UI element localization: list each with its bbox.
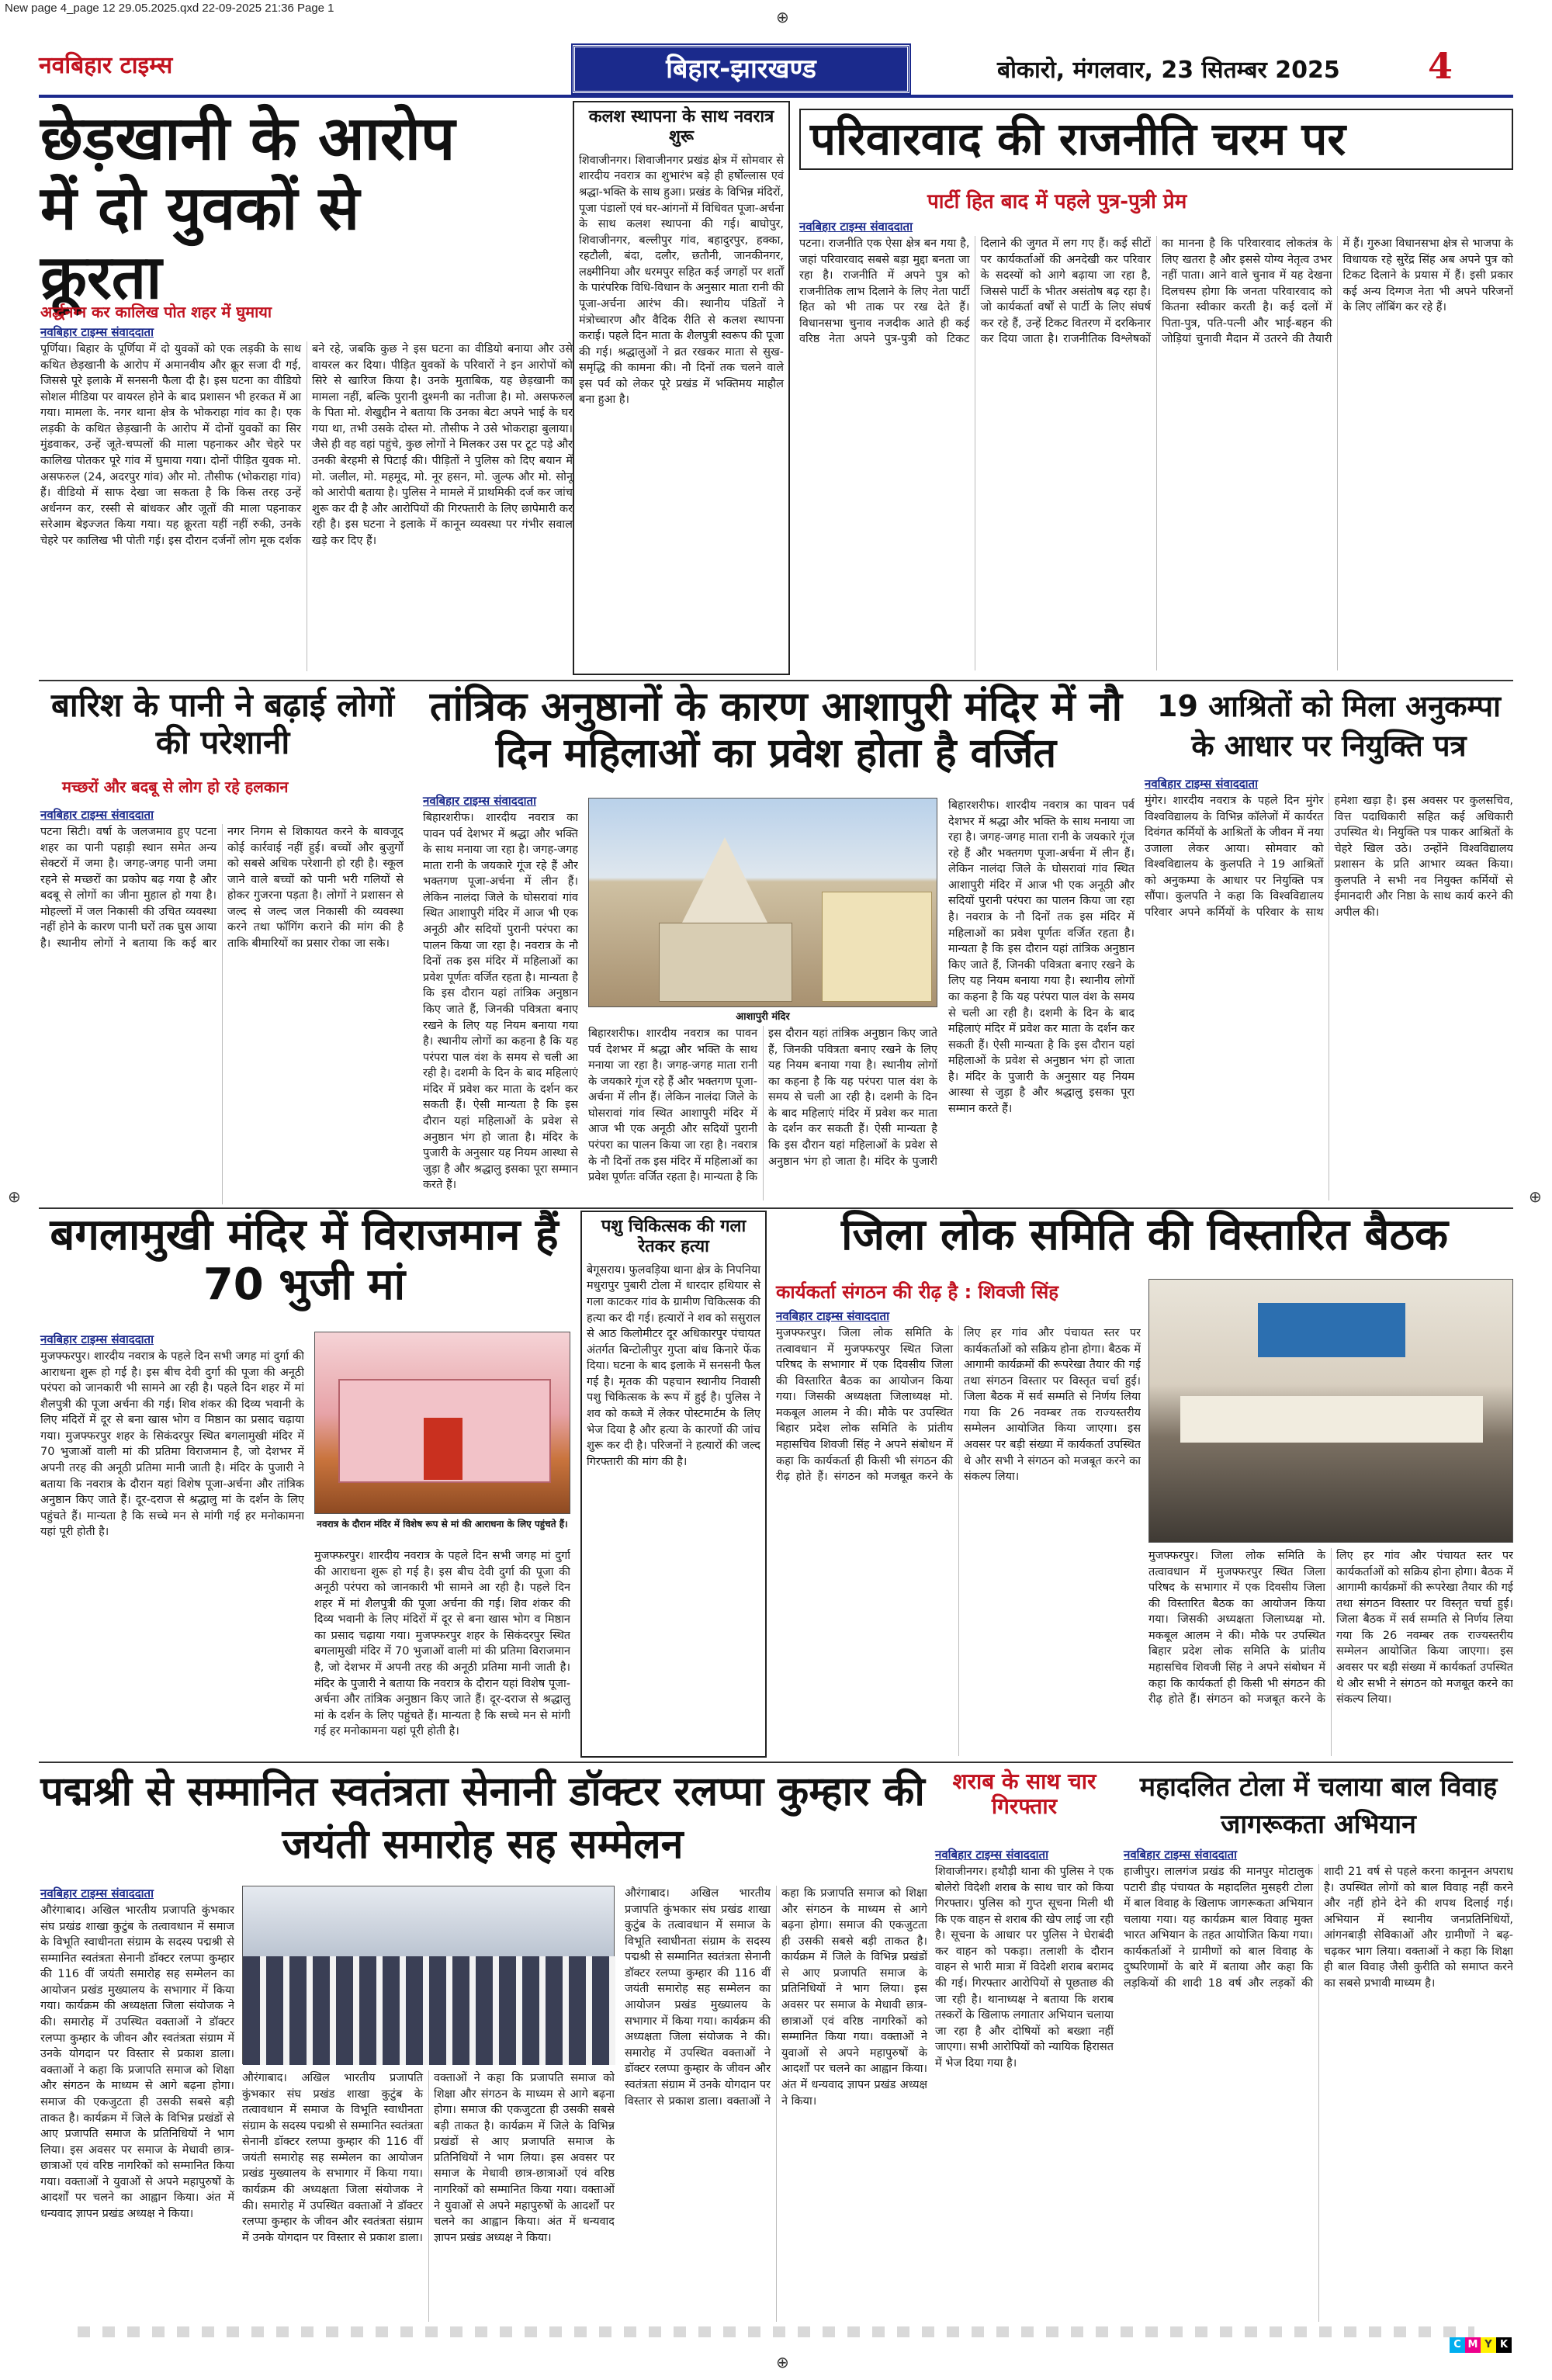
body-a9-col2: मुजफ्फरपुर। जिला लोक समिति के तत्वावधान में मुजफ्फरपुर स्थित जिला परिषद के सभागार में एक दिवसीय जिला की विस्तारित बैठक का आयोजन किया गया। जिसकी अध्यक्षता जिलाध्यक्ष मो. मकबूल आलम ने की। मौके पर उपस्थित बिहार प्रदेश लोक समिति के प्रांतीय महासचिव शिवजी सिंह ने अपने संबोधन में कहा कि कार्यकर्ता ही किसी भी संगठन की रीढ़ होते हैं। संगठन को मजबूत करने के लिए हर गांव और पंचायत स्तर पर कार्यकर्ताओं को सक्रिय होना होगा। बैठक में आगामी कार्यक्रमों की रूपरेखा तैयार की गई तथा संगठन विस्तार पर विस्तृत चर्चा हुई। जिला बैठक में सर्व सम्मति से निर्णय लिया गया कि 26 नवम्बर तक राज्यस्तरीय सम्मेलन आयोजित किया जाएगा। इस अवसर पर बड़ी संख्या में कार्यकर्ता उपस्थित थे और सभी ने संगठन को मजबूत करने का संकल्प लिया।	[1148, 1550, 1513, 1706]
body-a6: मुंगेर। शारदीय नवरात्र के पहले दिन मुंगेर विश्वविद्यालय के विभिन्न कॉलेजों में कार्यरत दिवंगत कर्मियों के आश्रितों के जीवन में नया उजाला लेकर आया। सोमवार को विश्वविद्यालय के कुलपति ने 19 आश्रितों को अनुकम्पा के आधार पर नियुक्ति पत्र सौंपा। कुलपति ने कहा कि विश्वविद्यालय परिवार अपने कर्मियों के परिवार के साथ हमेशा खड़ा है। इस अवसर पर कुलसचिव, वित्त पदाधिकारी सहित कई अधिकारी उपस्थित थे। नियुक्ति पत्र पाकर आश्रितों के चेहरे खिल उठे। उन्होंने विश्वविद्यालय प्रशासन के प्रति आभार व्यक्त किया। कुलपति ने सभी नव नियुक्त कर्मियों से ईमानदारी और निष्ठा के साथ कार्य करने की अपील की।	[1145, 795, 1513, 920]
byline-a7: नवबिहार टाइम्स संवाददाता	[40, 1332, 154, 1346]
headline-a3: परिवारवाद की राजनीति चरम पर	[799, 109, 1513, 170]
byline-a11: नवबिहार टाइम्स संवाददाता	[935, 1848, 1048, 1862]
subhead-a9: कार्यकर्ता संगठन की रीढ़ है : शिवजी सिंह	[776, 1281, 1059, 1303]
photo-jayanti-samaroh	[242, 1886, 615, 2064]
byline-a10: नवबिहार टाइम्स संवाददाता	[40, 1886, 154, 1900]
body-a5-col1: बिहारशरीफ। शारदीय नवरात्र का पावन पर्व देशभर में श्रद्धा और भक्ति के साथ मनाया जा रहा है। जगह-जगह माता रानी के जयकारे गूंज रहे हैं और भक्तगण पूजा-अर्चना में लीन हैं। लेकिन नालंदा जिले के घोसरावां गांव स्थित आशापुरी मंदिर में आज भी एक अनूठी और सदियों पुरानी परंपरा का पालन किया जा रहा है। नवरात्र के नौ दिनों तक इस मंदिर में महिलाओं का प्रवेश पूर्णतः वर्जित रहता है। मान्यता है कि इस दौरान यहां तांत्रिक अनुष्ठान किए जाते हैं, जिनकी पवित्रता बनाए रखने के लिए यह नियम बनाया गया है। स्थानीय लोगों का कहना है कि यह परंपरा पाल वंश के समय से चली आ रही है। दशमी के दिन के बाद महिलाएं मंदिर में प्रवेश कर माता के दर्शन कर सकती हैं। ऐसी मान्यता है कि इस दौरान यहां महिलाओं के प्रवेश से अनुष्ठान भंग हो जाता है। मंदिर के पुजारी के अनुसार यह नियम आस्था से जुड़ा है और श्रद्धालु इसका पूरा सम्मान करते हैं।	[423, 812, 578, 1192]
deity-shape	[424, 1418, 462, 1480]
temple-spire-shape	[682, 837, 767, 923]
body-a7-col2: मुजफ्फरपुर। शारदीय नवरात्र के पहले दिन सभी जगह मां दुर्गा की आराधना शुरू हो गई है। इस बीच देवी दुर्गा की पूजा की अनूठी परंपरा को जानकारी भी सामने आ रही है। पहले दिन शहर में मां शैलपुत्री की पूजा अर्चना की गई। शिव शंकर की दिव्य भवानी के लिए मंदिरों में दूर से बना खास भोग व मिष्ठान का प्रसाद चढ़ाया गया। मुजफ्फरपुर शहर के सिकंदरपुर स्थित बगलामुखी मंदिर में 70 भुजाओं वाली मां की प्रतिमा विराजमान है, जो देशभर में अपनी तरह की अनूठी प्रतिमा मानी जाती है। मंदिर के पुजारी ने बताया कि नवरात्र के दौरान यहां विशेष पूजा-अर्चना और तांत्रिक अनुष्ठान किए जाते हैं। दूर-दराज से श्रद्धालु मां के दर्शन के लिए पहुंचते हैं। मान्यता है कि सच्चे मन से मांगी गई हर मनोकामना यहां पूरी होती है।	[314, 1550, 570, 1738]
photo-baglamukhi-temple	[314, 1332, 570, 1514]
print-slug: New page 4_page 12 29.05.2025.qxd 22-09-2025 21:36 Page 1	[5, 2, 334, 15]
body-a10-col2: औरंगाबाद। अखिल भारतीय प्रजापति कुंभकार संघ प्रखंड शाखा कुटुंब के तत्वावधान में समाज के विभूति स्वाधीनता संग्राम के सदस्य पद्मश्री से सम्मानित स्वतंत्रता सेनानी डॉक्टर रलप्पा कुम्हार की 116 वीं जयंती समारोह सह सम्मेलन का आयोजन प्रखंड मुख्यालय के सभागार में किया गया। कार्यक्रम की अध्यक्षता जिला संयोजक ने की। समारोह में उपस्थित वक्ताओं ने डॉक्टर रलप्पा कुम्हार के जीवन और स्वतंत्रता संग्राम में उनके योगदान पर विस्तार से प्रकाश डाला। वक्ताओं ने कहा कि प्रजापति समाज को शिक्षा और संगठन के माध्यम से आगे बढ़ना होगा। समाज की एकजुटता ही उसकी सबसे बड़ी ताकत है। कार्यक्रम में जिले के विभिन्न प्रखंडों से आए प्रजापति समाज के प्रतिनिधियों ने भाग लिया। इस अवसर पर समाज के मेधावी छात्र-छात्राओं एवं वरिष्ठ नागरिकों को सम्मानित किया गया। वक्ताओं ने युवाओं से अपने महापुरुषों के आदर्शों पर चलने का आह्वान किया। अंत में धन्यवाद ज्ञापन प्रखंड अध्यक्ष ने किया।	[242, 2072, 615, 2244]
audience-shape	[243, 1956, 615, 2065]
photo-caption-a5: आशापुरी मंदिर	[588, 1009, 937, 1023]
byline-a6: नवबिहार टाइम्स संवाददाता	[1145, 777, 1258, 791]
swatch-yellow: Y	[1481, 2337, 1496, 2353]
body-a3: पटना। राजनीति एक ऐसा क्षेत्र बन गया है, जहां परिवारवाद सबसे बड़ा मुद्दा बनता जा रहा है। राजनीति में अपने पुत्र को राजनीतिक लाभ दिलाने के लिए नेता पार्टी हित को भी ताक पर रख देते हैं। विधानसभा चुनाव नजदीक आते ही कई वरिष्ठ नेता अपने पुत्र-पुत्री को टिकट दिलाने की जुगत में लग गए हैं। कई सीटों पर कार्यकर्ताओं की अनदेखी कर परिवार के सदस्यों को आगे बढ़ाया जा रहा है, जिससे पार्टी के भीतर असंतोष बढ़ रहा है। जो कार्यकर्ता वर्षों से पार्टी के लिए संघर्ष कर रहे हैं, उन्हें टिकट वितरण में दरकिनार कर दिया जाता है। राजनीतिक विश्लेषकों का मानना है कि परिवारवाद लोकतंत्र के लिए खतरा है और इससे योग्य नेतृत्व उभर नहीं पाता। आने वाले चुनाव में यह देखना दिलचस्प होगा कि जनता परिवारवाद को कितना स्वीकार करती है। कई दलों में पिता-पुत्र, पति-पत्नी और भाई-बहन की जोड़ियां चुनावी मैदान में उतरने की तैयारी में हैं। गुरुआ विधानसभा क्षेत्र से भाजपा के विधायक रहे सुरेंद्र सिंह अब अपने पुत्र को टिकट दिलाने के प्रयास में हैं। इसी प्रकार कई अन्य दिग्गज नेता भी अपने परिजनों के लिए लॉबिंग कर रहे हैं।	[799, 237, 1513, 346]
registration-mark-icon: ⊕	[1529, 1187, 1542, 1206]
headline-a8: पशु चिकित्सक की गला रेतकर हत्या	[601, 1217, 747, 1257]
dateline: बोकारो, मंगलवार, 23 सितम्बर 2025	[997, 57, 1340, 84]
registration-mark-icon: ⊕	[8, 1187, 21, 1206]
banner-shape	[1258, 1303, 1405, 1357]
headline-a12: महादलित टोला में चलाया बाल विवाह जागरूकता अभियान	[1139, 1772, 1498, 1840]
swatch-black: K	[1496, 2337, 1512, 2353]
headline-a5: तांत्रिक अनुष्ठानों के कारण आशापुरी मंदिर में नौ दिन महिलाओं का प्रवेश होता है वर्जित	[429, 684, 1123, 777]
divider	[39, 1207, 1513, 1209]
swatch-cyan: C	[1450, 2337, 1465, 2353]
table-shape	[1180, 1396, 1483, 1443]
headline-a7: बगलामुखी मंदिर में विराजमान हैं 70 भुजी मां	[50, 1210, 559, 1311]
body-a10-col1: औरंगाबाद। अखिल भारतीय प्रजापति कुंभकार संघ प्रखंड शाखा कुटुंब के तत्वावधान में समाज के विभूति स्वाधीनता संग्राम के सदस्य पद्मश्री से सम्मानित स्वतंत्रता सेनानी डॉक्टर रलप्पा कुम्हार की 116 वीं जयंती समारोह सह सम्मेलन का आयोजन प्रखंड मुख्यालय के सभागार में किया गया। कार्यक्रम की अध्यक्षता जिला संयोजक ने की। समारोह में उपस्थित वक्ताओं ने डॉक्टर रलप्पा कुम्हार के जीवन और स्वतंत्रता संग्राम में उनके योगदान पर विस्तार से प्रकाश डाला। वक्ताओं ने कहा कि प्रजापति समाज को शिक्षा और संगठन के माध्यम से आगे बढ़ना होगा। समाज की एकजुटता ही उसकी सबसे बड़ी ताकत है। कार्यक्रम में जिले के विभिन्न प्रखंडों से आए प्रजापति समाज के प्रतिनिधियों ने भाग लिया। इस अवसर पर समाज के मेधावी छात्र-छात्राओं एवं वरिष्ठ नागरिकों को सम्मानित किया गया। वक्ताओं ने युवाओं से अपने महापुरुषों के आदर्शों पर चलने का आह्वान किया। अंत में धन्यवाद ज्ञापन प्रखंड अध्यक्ष ने किया।	[40, 1904, 234, 2220]
byline-a9: नवबिहार टाइम्स संवाददाता	[776, 1309, 889, 1323]
byline-a3: नवबिहार टाइम्स संवाददाता	[799, 220, 913, 234]
body-a1: पूर्णिया। बिहार के पूर्णिया में दो युवकों को एक लड़की के साथ कथित छेड़खानी के आरोप में अमानवीय और क्रूर सजा दी गई, जिससे पूरे इलाके में सनसनी फैला दी है। इस घटना का वीडियो सोशल मीडिया पर वायरल होने के बाद प्रशासन भी हरकत में आ गया। मामला के. नगर थाना क्षेत्र के भोकराहा गांव का है। एक लड़की के कथित छेड़खानी के आरोप में दोनों युवकों का सिर मुंडवाकर, उन्हें जूते-चप्पलों की माला पहनाकर और चेहरे पर कालिख पोतकर पूरे गांव में घुमाया गया। दोनों पीड़ित युवक मो. असफरुल (24, अदरपुर गांव) और मो. तौसीफ (भोकराहा गांव) हैं। वीडियो में साफ देखा जा सकता है कि किस तरह उन्हें अर्धनग्न कर, रस्सी से बांधकर और जूतों की माला पहनाकर सरेआम बेइज्जत किया गया। यह क्रूरता यहीं नहीं रुकी, उनके चेहरे पर कालिख भी पोती गई। इस दौरान दर्जनों लोग मूक दर्शक बने रहे, जबकि कुछ ने इस घटना का वीडियो बनाया और उसे वायरल कर दिया। पीड़ित युवकों के परिवारों ने इन आरोपों को सिरे से खारिज किया है। उनके मुताबिक, यह छेड़खानी का मामला नहीं, बल्कि पुरानी दुश्मनी का नतीजा है। मो. असफरुल के पिता मो. शेखुद्दीन ने बताया कि उनका बेटा अपने भाई के घर गया था, तभी उसके दोस्त मो. तौसीफ ने उसे भोकराहा बुलाया। जैसे ही वह वहां पहुंचे, कुछ लोगों ने मिलकर उस पर टूट पड़े और उनकी बेरहमी से पिटाई की। पीड़ितों ने पुलिस को दिए बयान में मो. जलील, मो. महमूद, मो. नूर हसन, मो. जुल्फ और मो. सोनू को आरोपी बताया है। पुलिस ने मामले में प्राथमिकी दर्ज कर जांच शुरू कर दी है और आरोपियों की गिरफ्तारी के लिए छापेमारी कर रही है। इस घटना ने इलाके में कानून व्यवस्था पर गंभीर सवाल खड़े कर दिए हैं।	[40, 343, 573, 547]
masthead-rule	[39, 95, 1513, 98]
swatch-magenta: M	[1465, 2337, 1481, 2353]
headline-a1: छेड़खानी के आरोप में दो युवकों से क्रूरता	[40, 104, 456, 314]
cmyk-swatches	[1450, 2336, 1512, 2353]
article-box-a2	[573, 101, 790, 675]
headline-a2: कलश स्थापना के साथ नवरात्र शुरू	[588, 107, 774, 147]
body-a10-col3: औरंगाबाद। अखिल भारतीय प्रजापति कुंभकार संघ प्रखंड शाखा कुटुंब के तत्वावधान में समाज के विभूति स्वाधीनता संग्राम के सदस्य पद्मश्री से सम्मानित स्वतंत्रता सेनानी डॉक्टर रलप्पा कुम्हार की 116 वीं जयंती समारोह सह सम्मेलन का आयोजन प्रखंड मुख्यालय के सभागार में किया गया। कार्यक्रम की अध्यक्षता जिला संयोजक ने की। समारोह में उपस्थित वक्ताओं ने डॉक्टर रलप्पा कुम्हार के जीवन और स्वतंत्रता संग्राम में उनके योगदान पर विस्तार से प्रकाश डाला। वक्ताओं ने कहा कि प्रजापति समाज को शिक्षा और संगठन के माध्यम से आगे बढ़ना होगा। समाज की एकजुटता ही उसकी सबसे बड़ी ताकत है। कार्यक्रम में जिले के विभिन्न प्रखंडों से आए प्रजापति समाज के प्रतिनिधियों ने भाग लिया। इस अवसर पर समाज के मेधावी छात्र-छात्राओं एवं वरिष्ठ नागरिकों को सम्मानित किया गया। वक्ताओं ने युवाओं से अपने महापुरुषों के आदर्शों पर चलने का आह्वान किया। अंत में धन्यवाद ज्ञापन प्रखंड अध्यक्ष ने किया।	[625, 1887, 927, 2108]
byline-a4: नवबिहार टाइम्स संवाददाता	[40, 808, 154, 822]
building-shape	[822, 892, 932, 1002]
headline-a10: पद्मश्री से सम्मानित स्वतंत्रता सेनानी डॉक्टर रलप्पा कुम्हार की जयंती समारोह सह सम्मेलन	[40, 1769, 925, 1868]
body-a7-col1: मुजफ्फरपुर। शारदीय नवरात्र के पहले दिन सभी जगह मां दुर्गा की आराधना शुरू हो गई है। इस बीच देवी दुर्गा की पूजा की अनूठी परंपरा को जानकारी भी सामने आ रही है। पहले दिन शहर में मां शैलपुत्री की पूजा अर्चना की गई। शिव शंकर की दिव्य भवानी के लिए मंदिरों में दूर से बना खास भोग व मिष्ठान का प्रसाद चढ़ाया गया। मुजफ्फरपुर शहर के सिकंदरपुर स्थित बगलामुखी मंदिर में 70 भुजाओं वाली मां की प्रतिमा विराजमान है, जो देशभर में अपनी तरह की अनूठी प्रतिमा मानी जाती है। मंदिर के पुजारी ने बताया कि नवरात्र के दौरान यहां विशेष पूजा-अर्चना और तांत्रिक अनुष्ठान किए जाते हैं। दूर-दराज से श्रद्धालु मां के दर्शन के लिए पहुंचते हैं। मान्यता है कि सच्चे मन से मांगी गई हर मनोकामना यहां पूरी होती है।	[40, 1350, 304, 1539]
body-a8: बेगूसराय। फुलवड़िया थाना क्षेत्र के निपनिया मधुरापुर पुबारी टोला में धारदार हथियार से गला काटकर गांव के ग्रामीण चिकित्सक की हत्या कर दी गई। हत्यारों ने शव को ससुराल से आठ किलोमीटर दूर अधिकारपुर पंचायत अंतर्गत बिन्टोलीपुर गुप्ता बांध किनारे फेंक दिया। घटना के बाद इलाके में सनसनी फैल गई है। मृतक की पहचान स्थानीय निवासी पशु चिकित्सक के रूप में हुई है। पुलिस ने शव को कब्जे में लेकर पोस्टमार्टम के लिए भेज दिया है और हत्या के कारणों की जांच शुरू कर दी है। परिजनों ने हत्यारों की जल्द गिरफ्तारी की मांग की है।	[587, 1263, 760, 1468]
body-a2: शिवाजीनगर। शिवाजीनगर प्रखंड क्षेत्र में सोमवार से शारदीय नवरात्र का शुभारंभ बड़े ही हर्षोल्लास एवं श्रद्धा-भक्ति के साथ हुआ। प्रखंड के विभिन्न मंदिरों, पूजा पंडालों एवं घर-आंगनों में विधिवत पूजा-अर्चना के साथ कलश स्थापना की गई। बाघोपुर, शिवाजीनगर, बल्लीपुर गांव, बहादुरपुर, हक्का, रहटौली, बंदा, दलौर, छतौनी, जानकीनगर, लक्ष्मीनिया और धरमपुर सहित कई जगहों पर शर्तों के पारंपरिक विधि-विधान के अनुसार माता रानी की पूजा-अर्चना आरंभ की। स्थानीय पंडितों ने मंत्रोच्चारण और वैदिक रीति से कलश स्थापना कराई। पहले दिन माता के शैलपुत्री स्वरूप की पूजा की गई। श्रद्धालुओं ने व्रत रखकर माता से सुख-समृद्धि की कामना की। नौ दिनों तक चलने वाले इस पर्व को लेकर पूरे प्रखंड में भक्तिमय माहौल बना हुआ है।	[579, 154, 784, 407]
registration-mark-icon: ⊕	[776, 8, 789, 26]
photo-ashapuri-temple	[588, 798, 937, 1007]
page-number: 4	[1428, 45, 1453, 87]
divider	[39, 1762, 1513, 1763]
byline-a5: नवबिहार टाइम्स संवाददाता	[423, 794, 536, 808]
byline-a1: नवबिहार टाइम्स संवाददाता	[40, 325, 154, 339]
photo-committee-meeting	[1148, 1279, 1513, 1543]
paper-name: नवबिहार टाइम्स	[39, 52, 173, 79]
body-a11: शिवाजीनगर। हथौड़ी थाना की पुलिस ने एक बोलेरो विदेशी शराब के साथ चार को किया गिरफ्तार। पुलिस को गुप्त सूचना मिली थी कि एक वाहन से शराब की खेप लाई जा रही है। सूचना के आधार पर पुलिस ने घेराबंदी कर वाहन को पकड़ा। तलाशी के दौरान वाहन से भारी मात्रा में विदेशी शराब बरामद की गई। गिरफ्तार आरोपियों से पूछताछ की जा रही है। थानाध्यक्ष ने बताया कि शराब तस्करों के खिलाफ लगातार अभियान चलाया जा रहा है और दोषियों को बख्शा नहीं जाएगा। सभी आरोपियों को न्यायिक हिरासत में भेज दिया गया है।	[935, 1866, 1114, 2070]
body-a4: पटना सिटी। वर्षा के जलजमाव हुए पटना शहर का पानी पहाड़ी स्थान समेत अन्य सेक्टरों में जमा है। जगह-जगह पानी जमा रहने से मच्छरों का प्रकोप बढ़ गया है और बदबू से लोगों का जीना मुहाल हो गया है। मोहल्लों में जल निकासी की उचित व्यवस्था नहीं होने के कारण पानी घरों तक घुस आया है। स्थानीय लोगों ने बताया कि कई बार नगर निगम से शिकायत करने के बावजूद कोई कार्रवाई नहीं हुई। बच्चों और बुजुर्गों को सबसे अधिक परेशानी हो रही है। स्कूल जाने वाले बच्चों को पानी भरी गलियों से होकर गुजरना पड़ता है। लोगों ने प्रशासन से जल्द से जल्द जल निकासी की व्यवस्था करने तथा फॉगिंग कराने की मांग की है ताकि बीमारियों का प्रसार रोका जा सके।	[40, 826, 404, 951]
temple-body-shape	[659, 923, 792, 1002]
divider	[39, 680, 1513, 681]
headline-a6: 19 आश्रितों को मिला अनुकम्पा के आधार पर नियुक्ति पत्र	[1157, 689, 1501, 764]
subhead-a3: पार्टी हित बाद में पहले पुत्र-पुत्री प्रेम	[927, 190, 1187, 213]
body-a5-col2: बिहारशरीफ। शारदीय नवरात्र का पावन पर्व देशभर में श्रद्धा और भक्ति के साथ मनाया जा रहा है। जगह-जगह माता रानी के जयकारे गूंज रहे हैं और भक्तगण पूजा-अर्चना में लीन हैं। लेकिन नालंदा जिले के घोसरावां गांव स्थित आशापुरी मंदिर में आज भी एक अनूठी और सदियों पुरानी परंपरा का पालन किया जा रहा है। नवरात्र के नौ दिनों तक इस मंदिर में महिलाओं का प्रवेश पूर्णतः वर्जित रहता है। मान्यता है कि इस दौरान यहां तांत्रिक अनुष्ठान किए जाते हैं, जिनकी पवित्रता बनाए रखने के लिए यह नियम बनाया गया है। स्थानीय लोगों का कहना है कि यह परंपरा पाल वंश के समय से चली आ रही है। दशमी के दिन के बाद महिलाएं मंदिर में प्रवेश कर माता के दर्शन कर सकती हैं। ऐसी मान्यता है कि इस दौरान यहां महिलाओं के प्रवेश से अनुष्ठान भंग हो जाता है। मंदिर के पुजारी	[588, 1027, 937, 1184]
headline-a11: शराब के साथ चार गिरफ्तार	[952, 1769, 1096, 1820]
body-a9: मुजफ्फरपुर। जिला लोक समिति के तत्वावधान में मुजफ्फरपुर स्थित जिला परिषद के सभागार में एक दिवसीय जिला की विस्तारित बैठक का आयोजन किया गया। जिसकी अध्यक्षता जिलाध्यक्ष मो. मकबूल आलम ने की। मौके पर उपस्थित बिहार प्रदेश लोक समिति के प्रांतीय महासचिव शिवजी सिंह ने अपने संबोधन में कहा कि कार्यकर्ता ही किसी भी संगठन की रीढ़ होते हैं। संगठन को मजबूत करने के लिए हर गांव और पंचायत स्तर पर कार्यकर्ताओं को सक्रिय होना होगा। बैठक में आगामी कार्यक्रमों की रूपरेखा तैयार की गई तथा संगठन विस्तार पर विस्तृत चर्चा हुई। जिला बैठक में सर्व सम्मति से निर्णय लिया गया कि 26 नवम्बर तक राज्यस्तरीय सम्मेलन आयोजित किया जाएगा। इस अवसर पर बड़ी संख्या में कार्यकर्ता उपस्थित थे और सभी ने संगठन को मजबूत करने का संकल्प लिया।	[776, 1327, 1141, 1484]
headline-a4: बारिश के पानी ने बढ़ाई लोगों की परेशानी	[50, 686, 395, 762]
registration-mark-icon: ⊕	[776, 2353, 789, 2371]
subhead-a4: मच्छरों और बदबू से लोग हो रहे हलकान	[62, 778, 289, 796]
byline-a12: नवबिहार टाइम्स संवाददाता	[1124, 1848, 1237, 1862]
photo-caption-a7: नवरात्र के दौरान मंदिर में विशेष रूप से मां की आराधना के लिए पहुंचते हैं।	[314, 1517, 570, 1530]
body-a5-col3: बिहारशरीफ। शारदीय नवरात्र का पावन पर्व देशभर में श्रद्धा और भक्ति के साथ मनाया जा रहा है। जगह-जगह माता रानी के जयकारे गूंज रहे हैं और भक्तगण पूजा-अर्चना में लीन हैं। लेकिन नालंदा जिले के घोसरावां गांव स्थित आशापुरी मंदिर में आज भी एक अनूठी और सदियों पुरानी परंपरा का पालन किया जा रहा है। नवरात्र के नौ दिनों तक इस मंदिर में महिलाओं का प्रवेश पूर्णतः वर्जित रहता है। मान्यता है कि इस दौरान यहां तांत्रिक अनुष्ठान किए जाते हैं, जिनकी पवित्रता बनाए रखने के लिए यह नियम बनाया गया है। स्थानीय लोगों का कहना है कि यह परंपरा पाल वंश के समय से चली आ रही है। दशमी के दिन के बाद महिलाएं मंदिर में प्रवेश कर माता के दर्शन कर सकती हैं। ऐसी मान्यता है कि इस दौरान यहां महिलाओं के प्रवेश से अनुष्ठान भंग हो जाता है। मंदिर के पुजारी के अनुसार यह नियम आस्था से जुड़ा है और श्रद्धालु इसका पूरा सम्मान करते हैं।	[948, 799, 1135, 1115]
subhead-a1: अर्द्धनग्न कर कालिख पोत शहर में घुमाया	[40, 303, 272, 321]
article-box-a8	[580, 1211, 767, 1758]
body-a12: हाजीपुर। लालगंज प्रखंड की मानपुर मोटालुक पटारी डीह पंचायत के महादलित मुसहरी टोला में बाल विवाह के खिलाफ जागरूकता अभियान चलाया गया। यह कार्यक्रम बाल विवाह मुक्त भारत अभियान के तहत आयोजित किया गया। कार्यकर्ताओं ने ग्रामीणों को बाल विवाह के दुष्परिणामों के बारे में बताया और कहा कि लड़कियों की शादी 18 वर्ष और लड़कों की शादी 21 वर्ष से पहले करना कानूनन अपराध है। उपस्थित लोगों को बाल विवाह नहीं करने और नहीं होने देने की शपथ दिलाई गई। अभियान में स्थानीय जनप्रतिनिधियों, आंगनबाड़ी सेविकाओं और ग्रामीणों ने बढ़-चढ़कर भाग लिया। वक्ताओं ने कहा कि शिक्षा ही बाल विवाह जैसी कुरीति को समाप्त करने का सबसे प्रभावी माध्यम है।	[1124, 1866, 1513, 1990]
headline-a9: जिला लोक समिति की विस्तारित बैठक	[841, 1210, 1448, 1260]
color-calibration-bar	[78, 2326, 1474, 2337]
section-label: बिहार-झारखण्ड	[573, 45, 909, 93]
